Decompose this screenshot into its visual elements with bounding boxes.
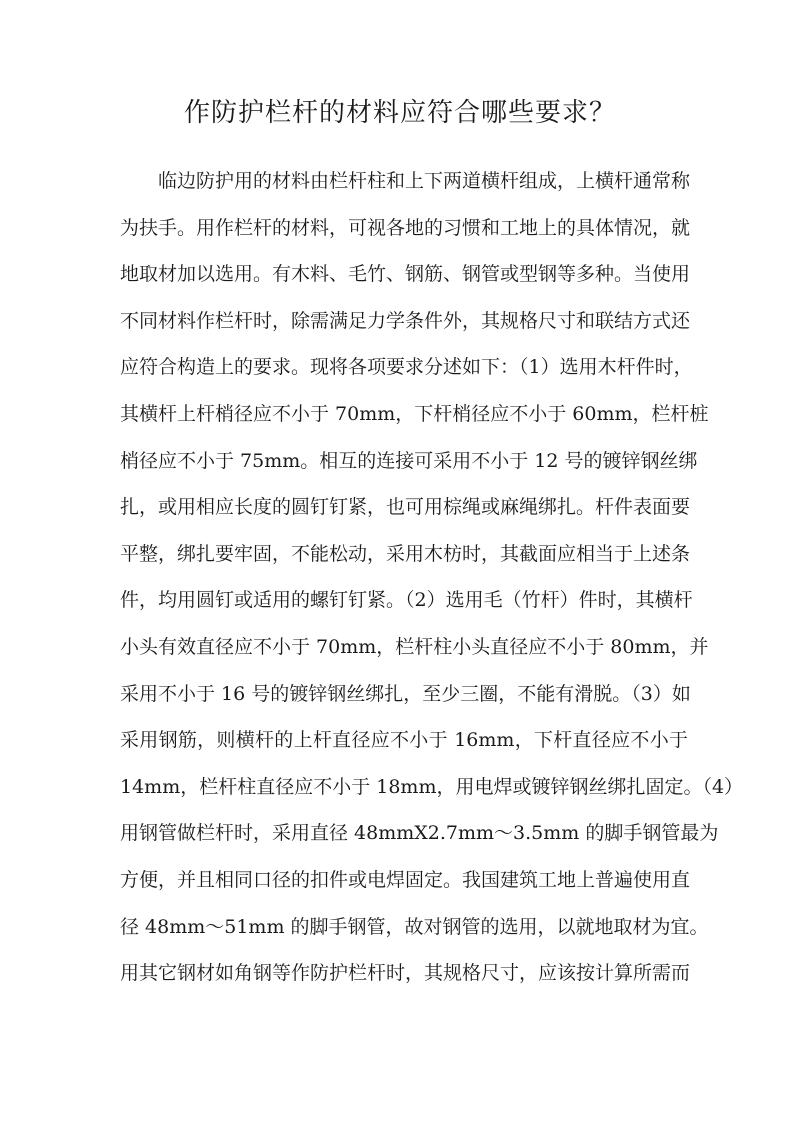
text-line: 扎，或用相应长度的圆钉钉紧，也可用棕绳或麻绳绑扎。杆件表面要 (120, 496, 691, 519)
body-paragraph (120, 158, 744, 997)
text-line: 其横杆上杆梢径应不小于 70mm，下杆梢径应不小于 60mm，栏杆桩 (120, 402, 709, 425)
text-line: 地取材加以选用。有木料、毛竹、钢筋、钢管或型钢等多种。当使用 (120, 263, 691, 286)
text-line: 小头有效直径应不小于 70mm，栏杆柱小头直径应不小于 80mm，并 (120, 635, 709, 658)
text-line: 为扶手。用作栏杆的材料，可视各地的习惯和工地上的具体情况，就 (120, 216, 691, 239)
text-line: 用其它钢材如角钢等作防护栏杆时，其规格尺寸，应该按计算所需而 (120, 962, 691, 985)
text-line: 采用不小于 16 号的镀锌钢丝绑扎，至少三圈，不能有滑脱。（3）如 (120, 682, 691, 705)
text-line: 用钢管做栏杆时，采用直径 48mmX2.7mm～3.5mm 的脚手钢管最为 (120, 822, 719, 845)
text-line: 采用钢筋，则横杆的上杆直径应不小于 16mm，下杆直径应不小于 (120, 729, 688, 752)
text-line: 件，均用圆钉或适用的螺钉钉紧。（2）选用毛（竹杆）件时，其横杆 (120, 589, 693, 612)
page-title: 作防护栏杆的材料应符合哪些要求？ (183, 98, 616, 128)
text-line: 平整，绑扎要牢固，不能松动，采用木枋时，其截面应相当于上述条 (120, 542, 691, 565)
text-line: 应符合构造上的要求。现将各项要求分述如下：（1）选用木杆件时， (120, 356, 693, 379)
text-line: 临边防护用的材料由栏杆柱和上下两道横杆组成，上横杆通常称 (158, 170, 691, 192)
text-line: 径 48mm～51mm 的脚手钢管，故对钢管的选用，以就地取材为宜。 (120, 915, 709, 938)
text-line: 梢径应不小于 75mm。相互的连接可采用不小于 12 号的镀锌钢丝绑 (120, 449, 698, 472)
text-line: 14mm，栏杆柱直径应不小于 18mm，用电焊或镀锌钢丝绑扎固定。（4） (120, 775, 744, 798)
text-line: 方便，并且相同口径的扣件或电焊固定。我国建筑工地上普遍使用直 (120, 868, 691, 891)
text-line: 不同材料作栏杆时，除需满足力学条件外，其规格尺寸和联结方式还 (120, 309, 691, 332)
